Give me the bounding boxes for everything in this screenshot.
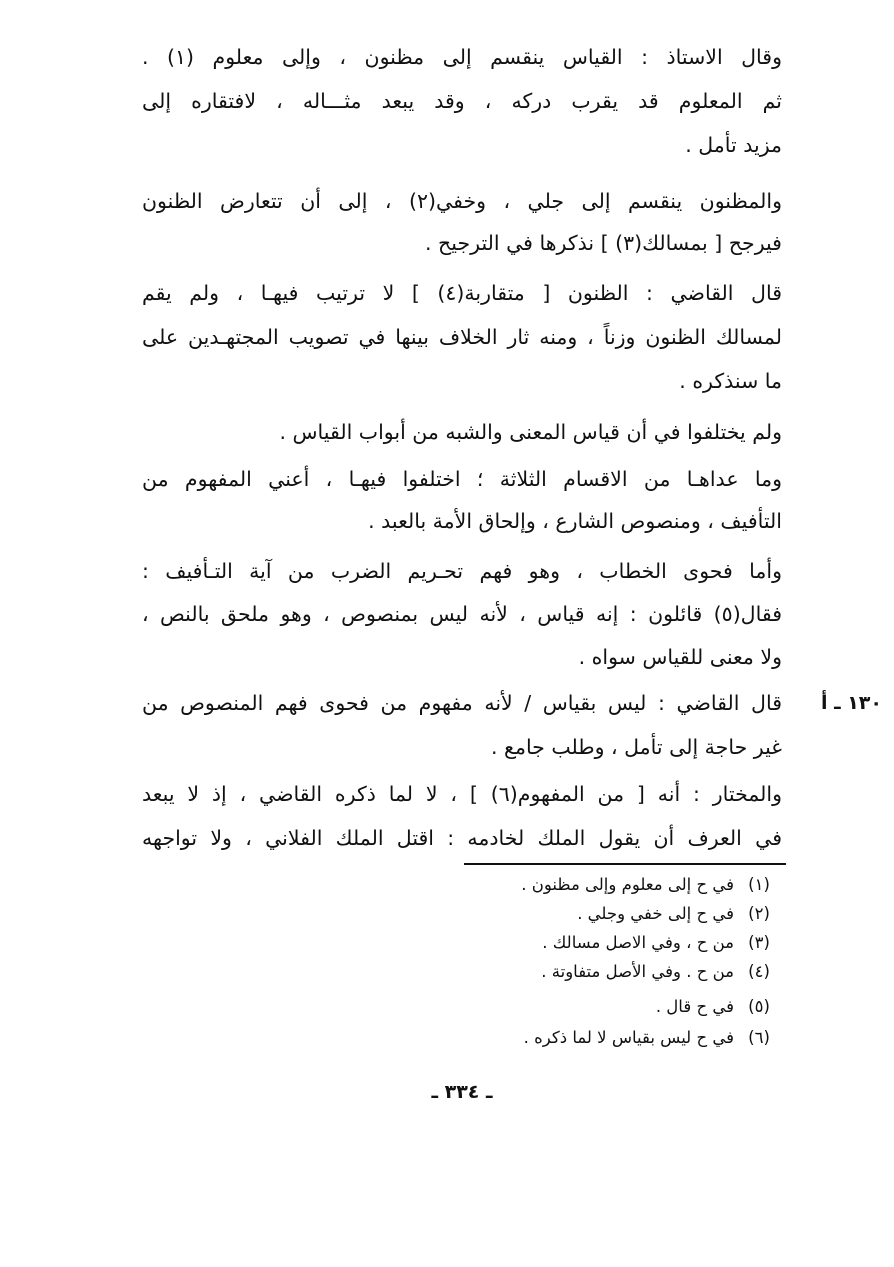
text-line-1: وقال الاستاذ : القياس ينقسم إلى مظنون ، وإلى معلوم (١) . [142, 45, 782, 69]
text-line-11: التأفيف ، ومنصوص الشارع ، وإلحاق الأمة بالعبد . [368, 509, 782, 533]
margin-folio-note: ١٣٠ ـ أ [820, 692, 882, 714]
page-number: ـ ٣٣٤ ـ [431, 1081, 493, 1103]
footnote-number: (١) [748, 875, 770, 894]
footnote-4 [478, 957, 778, 987]
text-line-7: لمسالك الظنون وزناً ، ومنه ثار الخلاف بينها في تصويب المجتهـدين على [142, 325, 782, 349]
footnote-text: من ح . وفي الأصل متفاوتة . [541, 962, 734, 981]
footnote-text: في ح قال . [655, 997, 734, 1016]
footnote-1 [478, 870, 778, 900]
text-line-16: غير حاجة إلى تأمل ، وطلب جامع . [491, 735, 782, 759]
text-line-12: وأما فحوى الخطاب ، وهو فهم تحـريم الضرب من آية التـأفيف : [142, 559, 782, 583]
footnote-number: (٦) [748, 1028, 770, 1047]
footnote-5 [478, 992, 778, 1022]
text-line-10: وما عداهـا من الاقسام الثلاثة ؛ اختلفوا فيهـا ، أعني المفهوم من [142, 467, 782, 491]
footnote-number: (٣) [748, 933, 770, 952]
footnote-number: (٢) [748, 904, 770, 923]
footnote-number: (٥) [748, 997, 770, 1016]
footnote-text: في ح ليس بقياس لا لما ذكره . [523, 1028, 734, 1047]
text-line-17: والمختار : أنه [ من المفهوم(٦) ] ، لا لما ذكره القاضي ، إذ لا يبعد [142, 782, 782, 806]
text-line-5: فيرجح [ بمسالك(٣) ] نذكرها في الترجيح . [425, 231, 782, 255]
footnote-separator [464, 863, 786, 865]
footnote-6 [478, 1023, 778, 1053]
footnote-2 [478, 899, 778, 929]
footnote-text: في ح إلى معلوم وإلى مظنون . [521, 875, 734, 894]
text-line-8: ما سنذكره . [679, 369, 782, 393]
text-line-18: في العرف أن يقول الملك لخادمه : اقتل الملك الفلاني ، ولا تواجهه [142, 826, 782, 850]
text-line-15: قال القاضي : ليس بقياس / لأنه مفهوم من فحوى فهم المنصوص من [142, 691, 782, 715]
footnote-text: من ح ، وفي الاصل مسالك . [542, 933, 734, 952]
footnote-text: في ح إلى خفي وجلي . [577, 904, 734, 923]
text-line-14: ولا معنى للقياس سواه . [578, 645, 782, 669]
text-line-4: والمظنون ينقسم إلى جلي ، وخفي(٢) ، إلى أن تتعارض الظنون [142, 189, 782, 213]
text-line-6: قال القاضي : الظنون [ متقاربة(٤) ] لا ترتيب فيهـا ، ولم يقم [142, 281, 782, 305]
text-line-13: فقال(٥) قائلون : إنه قياس ، لأنه ليس بمنصوص ، وهو ملحق بالنص ، [142, 602, 782, 626]
text-line-2: ثم المعلوم قد يقرب دركه ، وقد يبعد مثـــاله ، لافتقاره إلى [142, 89, 782, 113]
text-line-9: ولم يختلفوا في أن قياس المعنى والشبه من أبواب القياس . [279, 420, 782, 444]
footnote-3 [478, 928, 778, 958]
text-line-3: مزيد تأمل . [685, 133, 782, 157]
footnote-number: (٤) [748, 962, 770, 981]
